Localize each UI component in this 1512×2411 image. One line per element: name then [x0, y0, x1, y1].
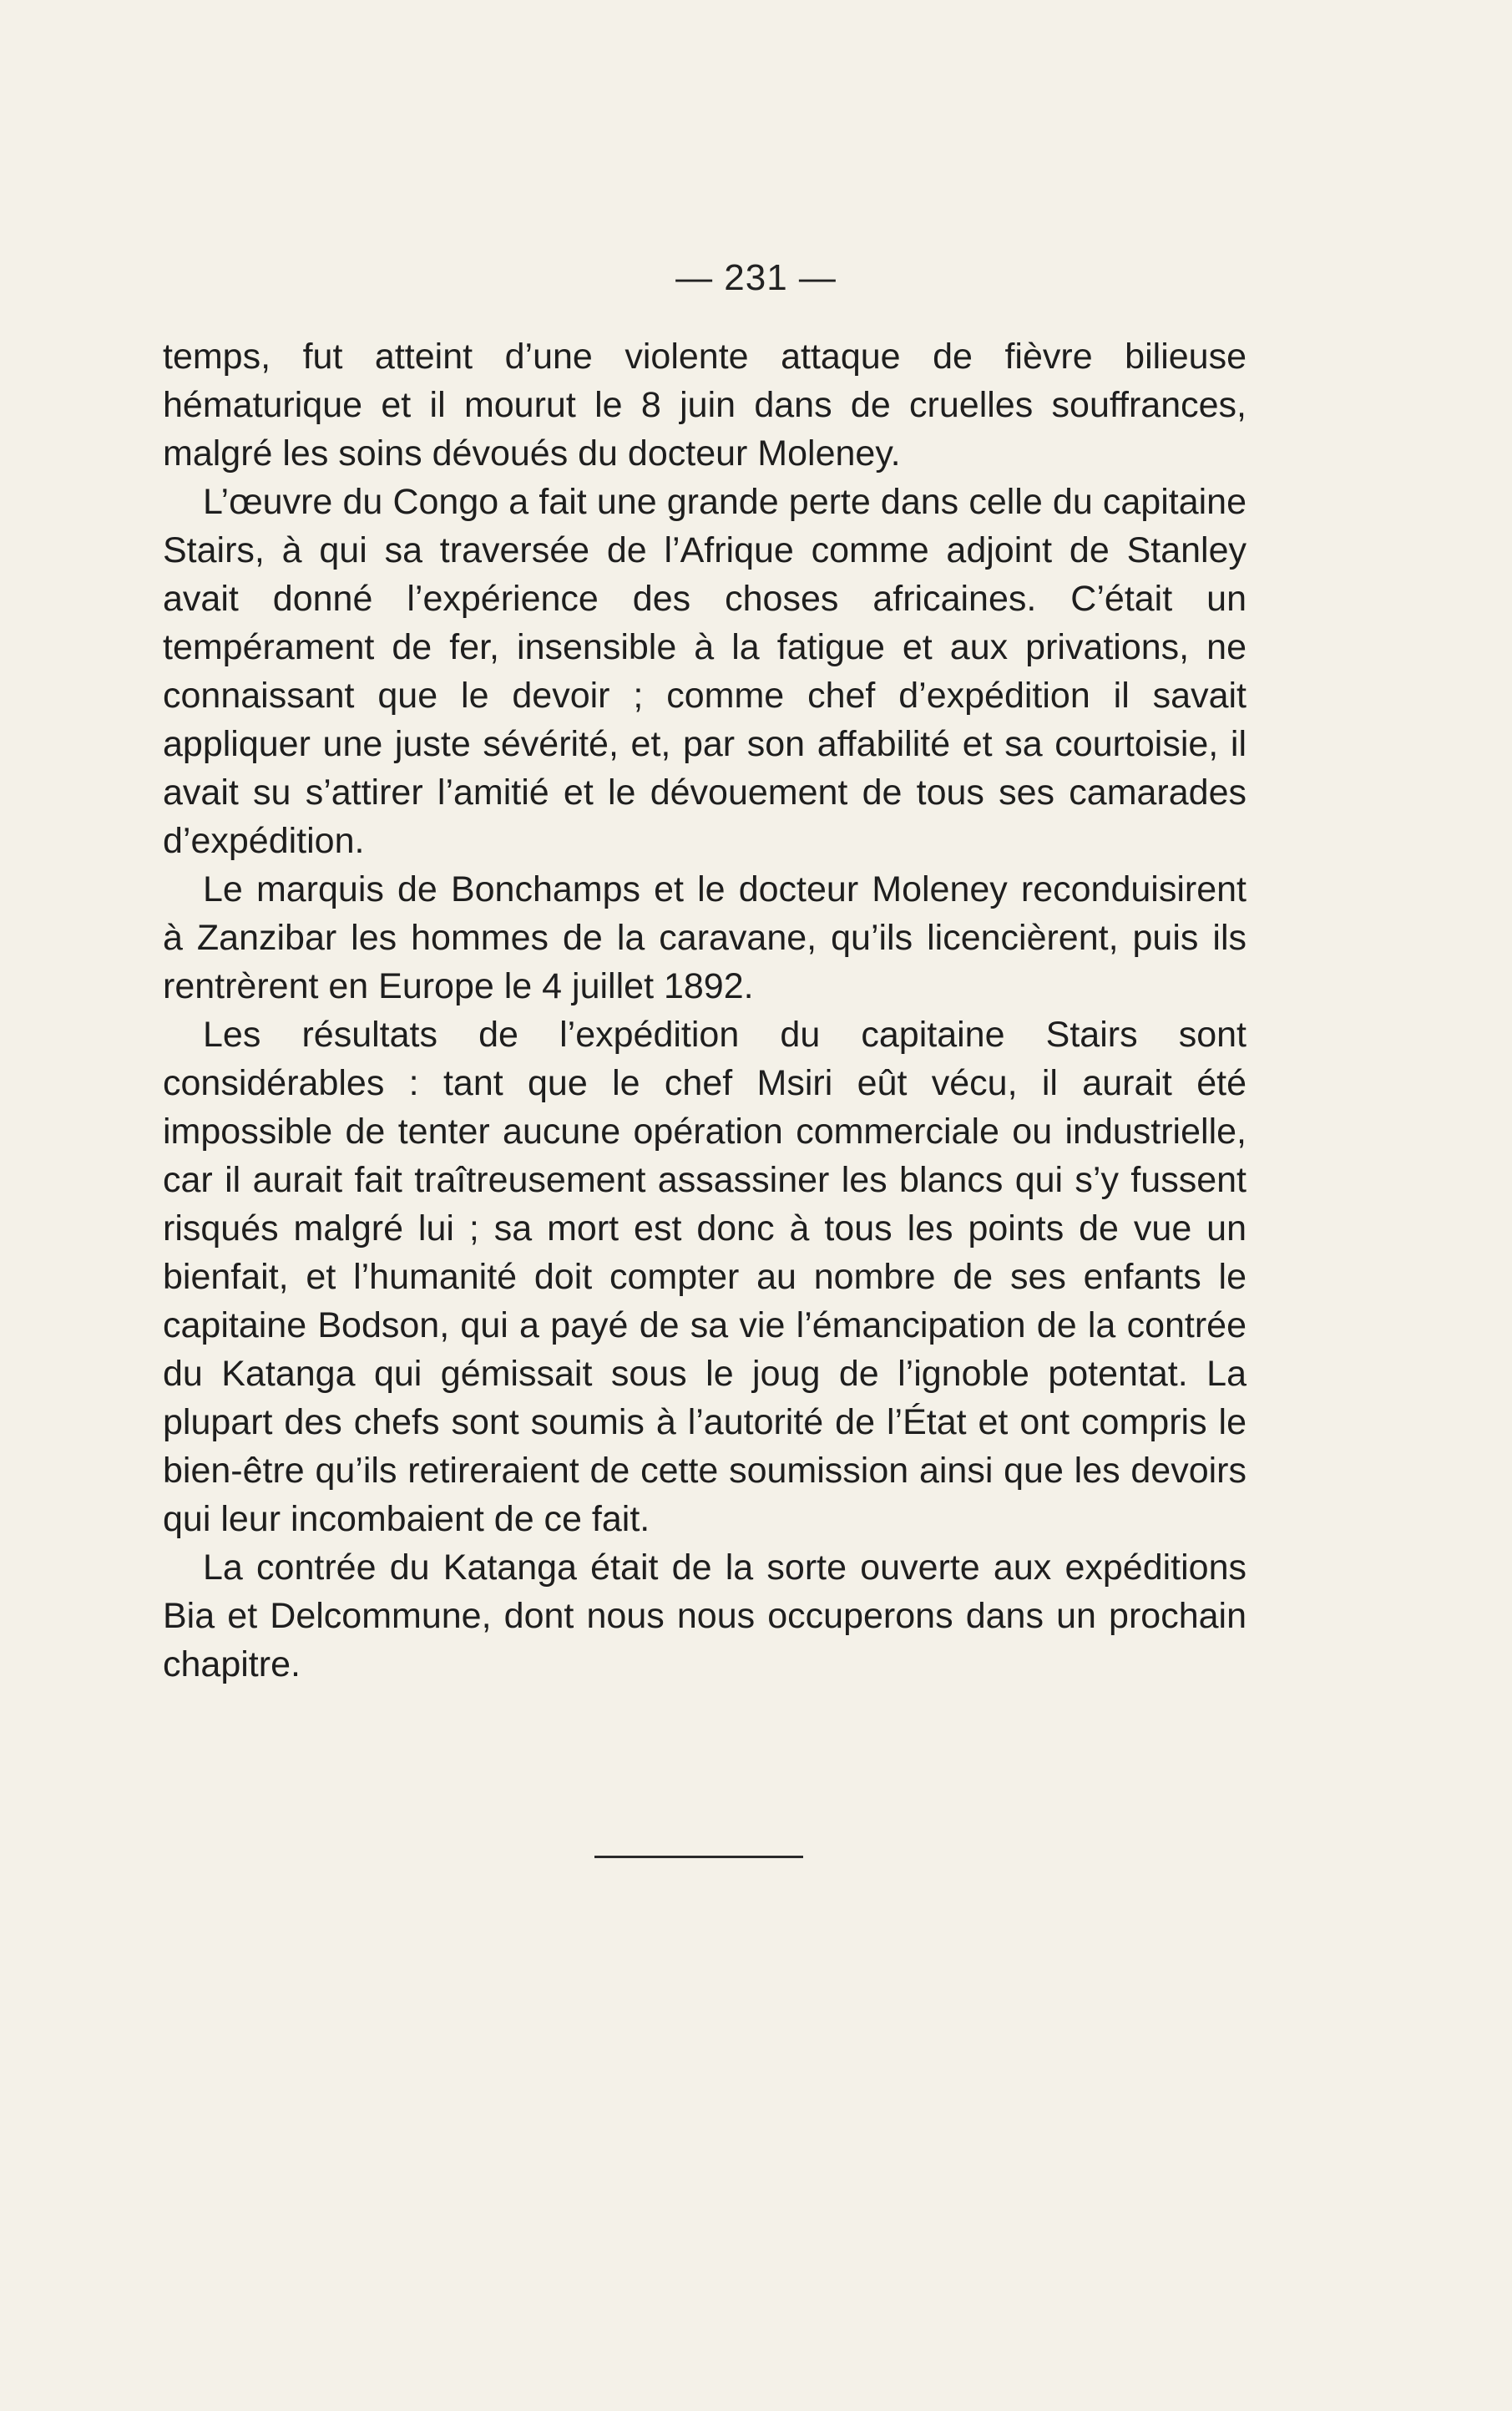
paragraph-continuation: temps, fut atteint d’une violente attaque de fièvre bilieuse hématurique et il mourut le 8 juin dans de cruelles souffrances, malgré les soins dévoués du docteur Moleney.	[163, 337, 1247, 474]
paragraph-return-europe: Le marquis de Bonchamps et le docteur Moleney reconduisirent à Zanzibar les hommes de la caravane, qu’ils licencièrent, puis ils rentrèrent en Europe le 4 juillet 1892.	[163, 869, 1247, 1006]
paragraph-expedition-results: Les résultats de l’expédition du capitaine Stairs sont considérables : tant que le chef Msiri eût vécu, il aurait été impossible de tenter aucune opération commerciale ou industrielle, car il aurait fait traîtreusement assassiner les blancs qui s’y fussent risqués malgré lui ; sa mort est donc à tous les points de vue un bienfait, et l’humanité doit compter au nombre de ses enfants le capitaine Bodson, qui a payé de sa vie l’émancipation de la contrée du Katanga qui gémissait sous le joug de l’ignoble potentat. La plupart des chefs sont soumis à l’autorité de l’État et ont compris le bien-être qu’ils retireraient de cette soumission ainsi que les devoirs qui leur incombaient de ce fait.	[163, 1015, 1247, 1539]
chapter-end-rule	[594, 1856, 803, 1858]
paragraph-stairs-tribute: L’œuvre du Congo a fait une grande perte dans celle du capitaine Stairs, à qui sa traversée de l’Afrique comme adjoint de Stanley avait donné l’expérience des choses africaines. C’était un tempérament de fer, insensible à la fatigue et aux privations, ne connaissant que le devoir ; comme chef d’expédition il savait appliquer une juste sévérité, et, par son affabilité et sa courtoisie, il avait su s’attirer l’amitié et le dévouement de tous ses camarades d’expédition.	[163, 482, 1247, 861]
body-text	[163, 332, 1247, 1689]
page-number: — 231 —	[675, 257, 837, 298]
paragraph-katanga-open: La contrée du Katanga était de la sorte ouverte aux expéditions Bia et Delcommune, dont nous nous occuperons dans un prochain chapitre.	[163, 1547, 1247, 1684]
